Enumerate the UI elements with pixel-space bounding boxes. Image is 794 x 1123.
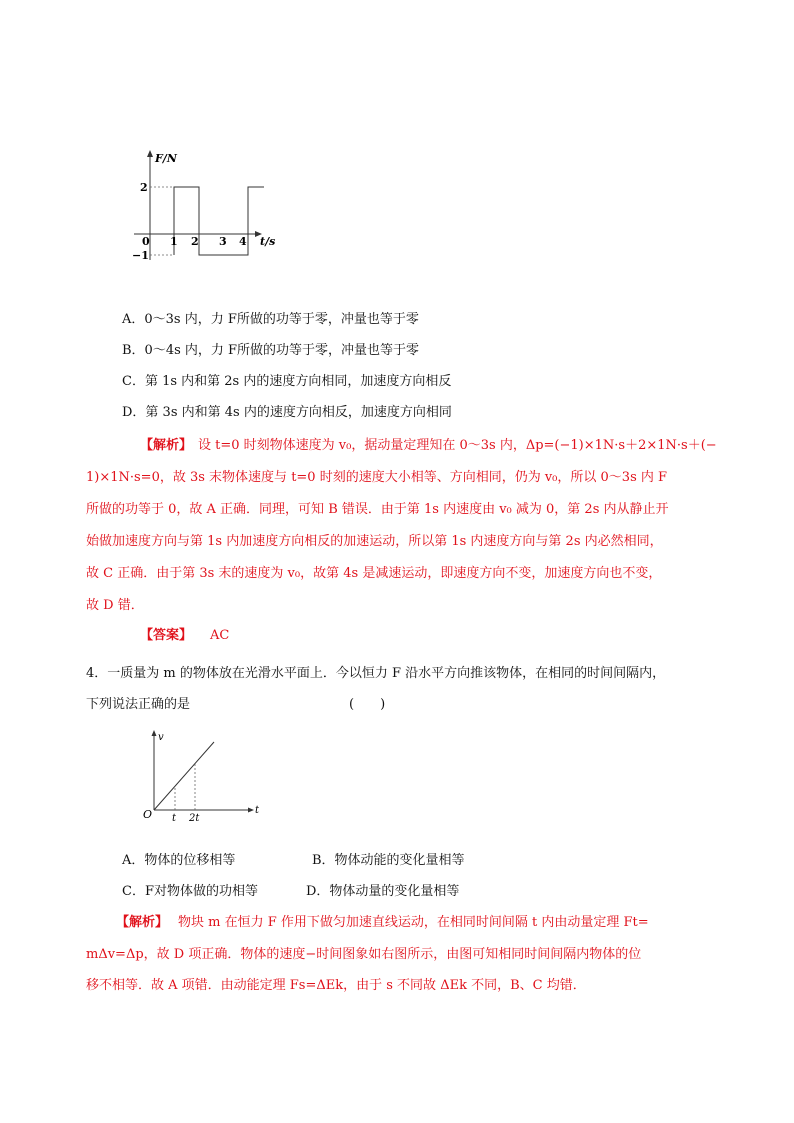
x-tick-t: t bbox=[172, 813, 177, 824]
q4-analysis-line-3: 移不相等．故 A 项错．由动能定理 Fs=ΔEk，由于 s 不同故 ΔEk 不同，B、C 均错． bbox=[86, 978, 586, 993]
y-axis-arrow bbox=[147, 150, 153, 157]
x-tick-2t: 2t bbox=[189, 813, 200, 824]
q3-option-c: C．第 1s 内和第 2s 内的速度方向相同，加速度方向相反 bbox=[122, 374, 452, 389]
x-tick-3: 3 bbox=[219, 235, 227, 248]
origin-label: 0 bbox=[142, 235, 150, 248]
q4-analysis-tag: 【解析】 bbox=[116, 915, 169, 930]
q4-stem-line-1: 4．一质量为 m 的物体放在光滑水平面上．今以恒力 F 沿水平方向推该物体，在相同的时间间隔内， bbox=[86, 666, 666, 681]
q3-answer bbox=[140, 627, 229, 645]
force-time-graph bbox=[128, 148, 288, 266]
x-axis-arrow bbox=[248, 808, 254, 813]
x-tick-2: 2 bbox=[191, 235, 199, 248]
q3-option-b: B．0～4s 内，力 F所做的功等于零，冲量也等于零 bbox=[122, 343, 420, 358]
q4-stem-line-2 bbox=[86, 696, 386, 714]
q3-answer-tag: 【答案】 bbox=[140, 628, 193, 643]
origin-label: O bbox=[143, 808, 153, 821]
q4-option-a: A．物体的位移相等 bbox=[122, 853, 236, 868]
q3-analysis-tag: 【解析】 bbox=[140, 438, 193, 453]
q3-analysis-line-6: 故 D 错． bbox=[86, 598, 144, 613]
x-tick-4: 4 bbox=[239, 235, 247, 248]
x-axis-label: t/s bbox=[260, 235, 276, 248]
y-tick-2: 2 bbox=[140, 181, 148, 194]
y-axis-arrow bbox=[152, 730, 157, 736]
q3-option-a: A．0～3s 内，力 F所做的功等于零，冲量也等于零 bbox=[122, 312, 419, 327]
y-axis-label: v bbox=[158, 732, 164, 743]
q3-analysis-line-5: 故 C 正确．由于第 3s 末的速度为 v₀，故第 4s 是减速运动，即速度方向不变，加速度方向也不变， bbox=[86, 566, 662, 581]
q3-analysis-text-1: 设 t=0 时刻物体速度为 v₀，据动量定理知在 0～3s 内，Δp=(−1)×1N·s＋2×1N·s＋(− bbox=[198, 438, 717, 453]
q3-option-d: D．第 3s 内和第 4s 内的速度方向相反，加速度方向相同 bbox=[122, 405, 452, 420]
q3-analysis-line-2: 1)×1N·s=0，故 3s 末物体速度与 t=0 时刻的速度大小相等、方向相同，仍为 v₀，所以 0～3s 内 F bbox=[86, 470, 668, 485]
x-axis-label: t bbox=[255, 805, 260, 816]
q4-option-b: B．物体动能的变化量相等 bbox=[312, 853, 465, 868]
q3-analysis-line-1 bbox=[140, 437, 717, 455]
q4-option-d: D．物体动量的变化量相等 bbox=[306, 884, 460, 899]
q3-analysis-line-3: 所做的功等于 0，故 A 正确．同理，可知 B 错误．由于第 1s 内速度由 v₀ 减为 0，第 2s 内从静止开 bbox=[86, 502, 669, 517]
q4-analysis-line-1 bbox=[116, 914, 649, 932]
q4-option-c: C．F对物体做的功相等 bbox=[122, 884, 258, 899]
y-tick-neg1: −1 bbox=[132, 249, 149, 262]
x-tick-1: 1 bbox=[170, 235, 178, 248]
y-axis-label: F/N bbox=[155, 152, 177, 165]
q3-answer-value: AC bbox=[210, 628, 230, 643]
q3-analysis-line-4: 始做加速度方向与第 1s 内加速度方向相反的加速运动，所以第 1s 内速度方向与第 2s 内必然相同， bbox=[86, 534, 663, 549]
velocity-time-graph bbox=[138, 728, 268, 828]
q4-analysis-line-2: mΔv=Δp，故 D 项正确．物体的速度−时间图象如右图所示，由图可知相同时间间隔内物体的位 bbox=[86, 947, 642, 962]
q4-analysis-text-1: 物块 m 在恒力 F 作用下做匀加速直线运动，在相同时间间隔 t 内由动量定理 Ft= bbox=[178, 915, 649, 930]
q4-stem-text: 下列说法正确的是 bbox=[86, 697, 191, 712]
velocity-line bbox=[154, 742, 214, 810]
q4-answer-blank: ( ) bbox=[349, 697, 386, 712]
